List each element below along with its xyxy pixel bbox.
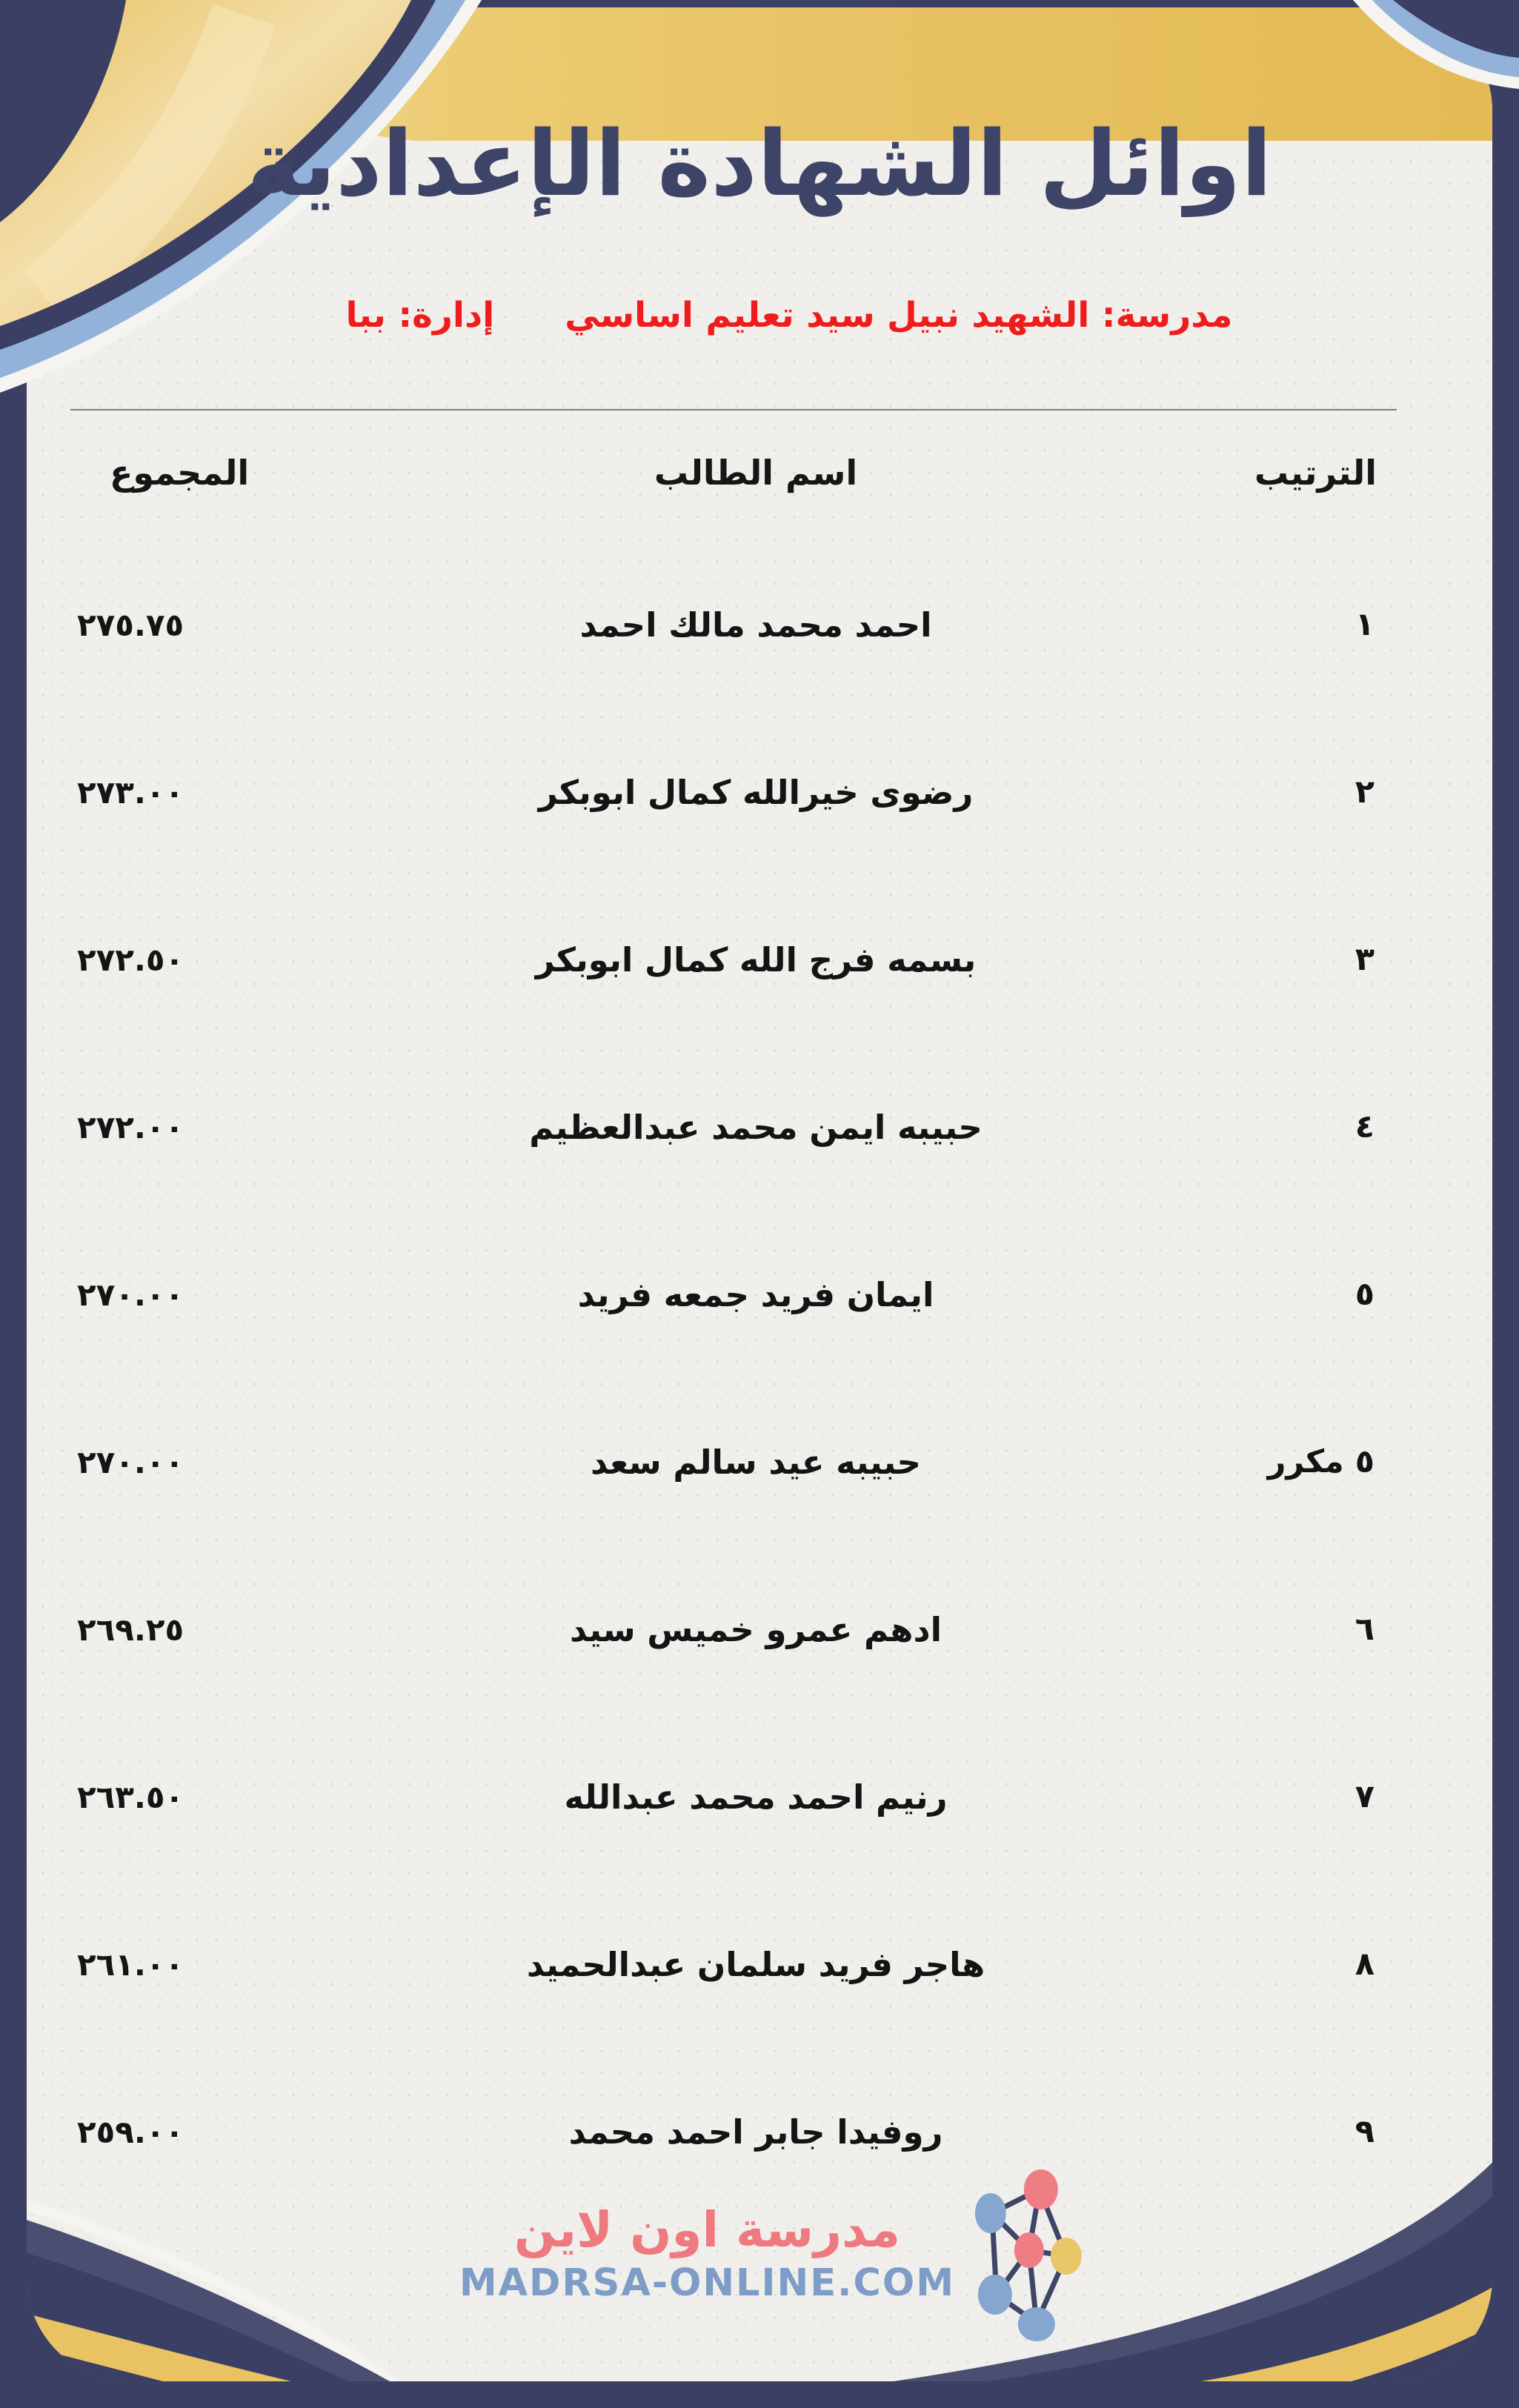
- total-value: ٢٧٥.٧٥: [77, 606, 185, 643]
- student-name: حبيبه عيد سالم سعد: [591, 1442, 921, 1482]
- total-value: ٢٦٩.٢٥: [77, 1611, 185, 1648]
- student-name: حبيبه ايمن محمد عبدالعظيم: [529, 1107, 983, 1147]
- table-row: [74, 1880, 1408, 2048]
- logo-text-block: [459, 2201, 955, 2306]
- total-value: ٢٦١.٠٠: [77, 1946, 185, 1983]
- total-value: ٢٧٣.٠٠: [77, 774, 185, 811]
- table-row: [74, 708, 1408, 876]
- student-name: هاجر فريد سلمان عبدالحميد: [526, 1944, 985, 1984]
- total-value: ٢٧٢.٠٠: [77, 1108, 185, 1145]
- header-rank: الترتيب: [1254, 453, 1377, 493]
- subtitle-line: [30, 295, 1519, 336]
- total-value: ٢٦٣.٥٠: [77, 1778, 185, 1815]
- table-row: [74, 876, 1408, 1043]
- table-header: [74, 442, 1408, 504]
- total-value: ٢٧٠.٠٠: [77, 1276, 185, 1313]
- total-value: ٢٧٠.٠٠: [77, 1443, 185, 1480]
- table-row: [74, 1043, 1408, 1211]
- rank-value: ٤: [1355, 1108, 1375, 1145]
- student-name: رنيم احمد محمد عبدالله: [564, 1777, 948, 1817]
- logo-url-text: MADRSA-ONLINE.COM: [459, 2261, 955, 2306]
- school-label: مدرسة: الشهيد نبيل سيد تعليم اساسي: [565, 295, 1233, 336]
- rank-value: ١: [1355, 606, 1375, 643]
- total-value: ٢٥٩.٠٠: [77, 2113, 185, 2150]
- site-logo: [459, 2167, 1085, 2341]
- page-title: اوائل الشهادة الإعدادية: [247, 111, 1272, 216]
- rank-value: ٧: [1355, 1778, 1375, 1815]
- rank-value: ٥: [1355, 1276, 1375, 1313]
- table-row: [74, 1546, 1408, 1713]
- student-name: ايمان فريد جمعه فريد: [577, 1274, 934, 1314]
- rank-value: ٦: [1355, 1611, 1375, 1648]
- admin-label: إدارة: ببا: [345, 295, 495, 336]
- rank-value: ٨: [1355, 1946, 1375, 1983]
- rank-value: ٣: [1355, 941, 1375, 978]
- logo-arabic-text: مدرسة اون لاين: [513, 2201, 900, 2258]
- student-name: ادهم عمرو خميس سيد: [569, 1609, 943, 1649]
- table-row: [74, 541, 1408, 708]
- rank-value: ٩: [1355, 2113, 1375, 2150]
- header-total: المجموع: [110, 453, 250, 493]
- student-name: رضوى خيرالله كمال ابوبكر: [538, 772, 974, 812]
- student-name: بسمه فرج الله كمال ابوبكر: [535, 939, 977, 980]
- student-name: روفيدا جابر احمد محمد: [568, 2112, 943, 2152]
- header-name: اسم الطالب: [654, 453, 858, 493]
- divider-line: [70, 409, 1397, 410]
- rank-value: ٥ مكرر: [1267, 1443, 1375, 1480]
- network-molecule-icon: [963, 2167, 1085, 2341]
- table-row: [74, 1713, 1408, 1880]
- total-value: ٢٧٢.٥٠: [77, 941, 185, 978]
- student-name: احمد محمد مالك احمد: [579, 605, 932, 645]
- table-row: [74, 1211, 1408, 1378]
- table-row: [74, 1378, 1408, 1546]
- results-table: [74, 541, 1408, 2215]
- rank-value: ٢: [1355, 774, 1375, 811]
